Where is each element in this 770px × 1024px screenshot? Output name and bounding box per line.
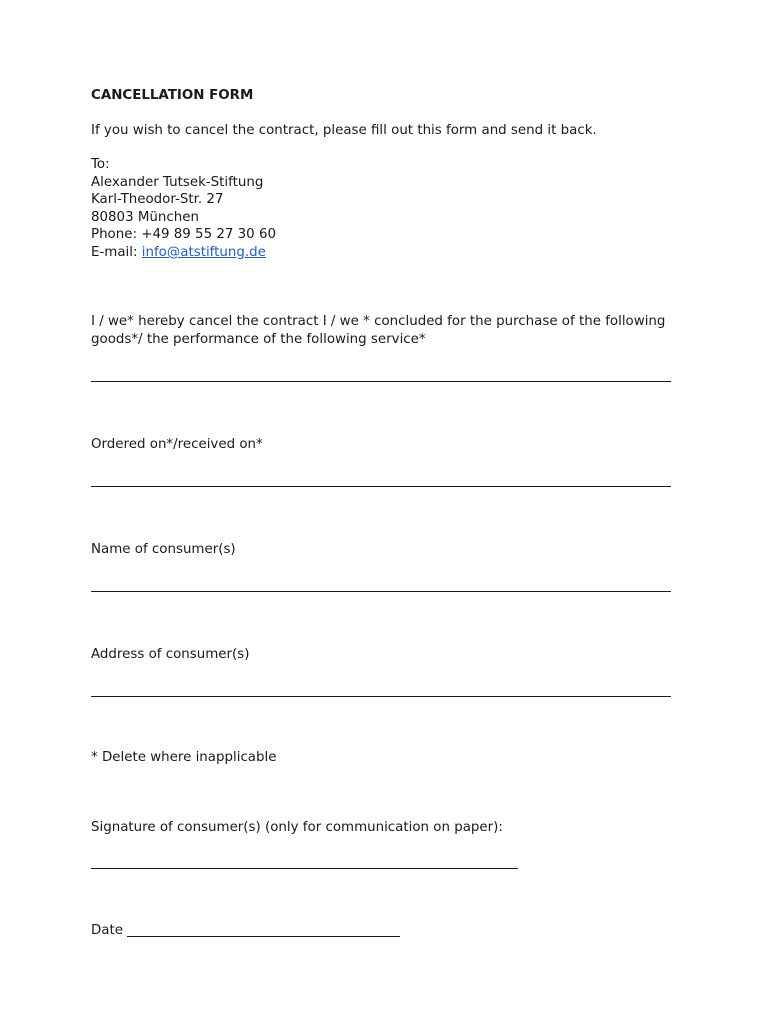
recipient-name: Alexander Tutsek-Stiftung: [91, 175, 264, 190]
date-fill-line[interactable]: [127, 936, 400, 937]
consumer-name-label: Name of consumer(s): [91, 542, 236, 557]
footnote-text: * Delete where inapplicable: [91, 750, 277, 765]
consumer-address-label: Address of consumer(s): [91, 647, 250, 662]
recipient-city: 80803 München: [91, 210, 199, 225]
signature-fill-line[interactable]: [91, 868, 518, 869]
consumer-address-fill-line[interactable]: [91, 696, 671, 697]
recipient-email-label: E-mail:: [91, 245, 142, 260]
form-title: CANCELLATION FORM: [91, 88, 254, 103]
date-row: [91, 922, 123, 940]
intro-text: If you wish to cancel the contract, please fill out this form and send it back.: [91, 123, 597, 138]
date-label: Date: [91, 923, 124, 938]
goods-service-fill-line[interactable]: [91, 381, 671, 382]
recipient-email-row: [91, 244, 266, 262]
recipient-phone: Phone: +49 89 55 27 30 60: [91, 227, 276, 242]
declaration-line-1: I / we* hereby cancel the contract I / we * concluded for the purchase of the following: [91, 314, 666, 329]
recipient-email-link[interactable]: info@atstiftung.de: [141, 245, 266, 260]
ordered-label: Ordered on*/received on*: [91, 437, 263, 452]
declaration-line-2: goods*/ the performance of the following service*: [91, 332, 426, 347]
recipient-street: Karl-Theodor-Str. 27: [91, 192, 224, 207]
consumer-name-fill-line[interactable]: [91, 591, 671, 592]
recipient-to-label: To:: [91, 157, 110, 172]
ordered-fill-line[interactable]: [91, 486, 671, 487]
signature-label: Signature of consumer(s) (only for communication on paper):: [91, 820, 503, 835]
